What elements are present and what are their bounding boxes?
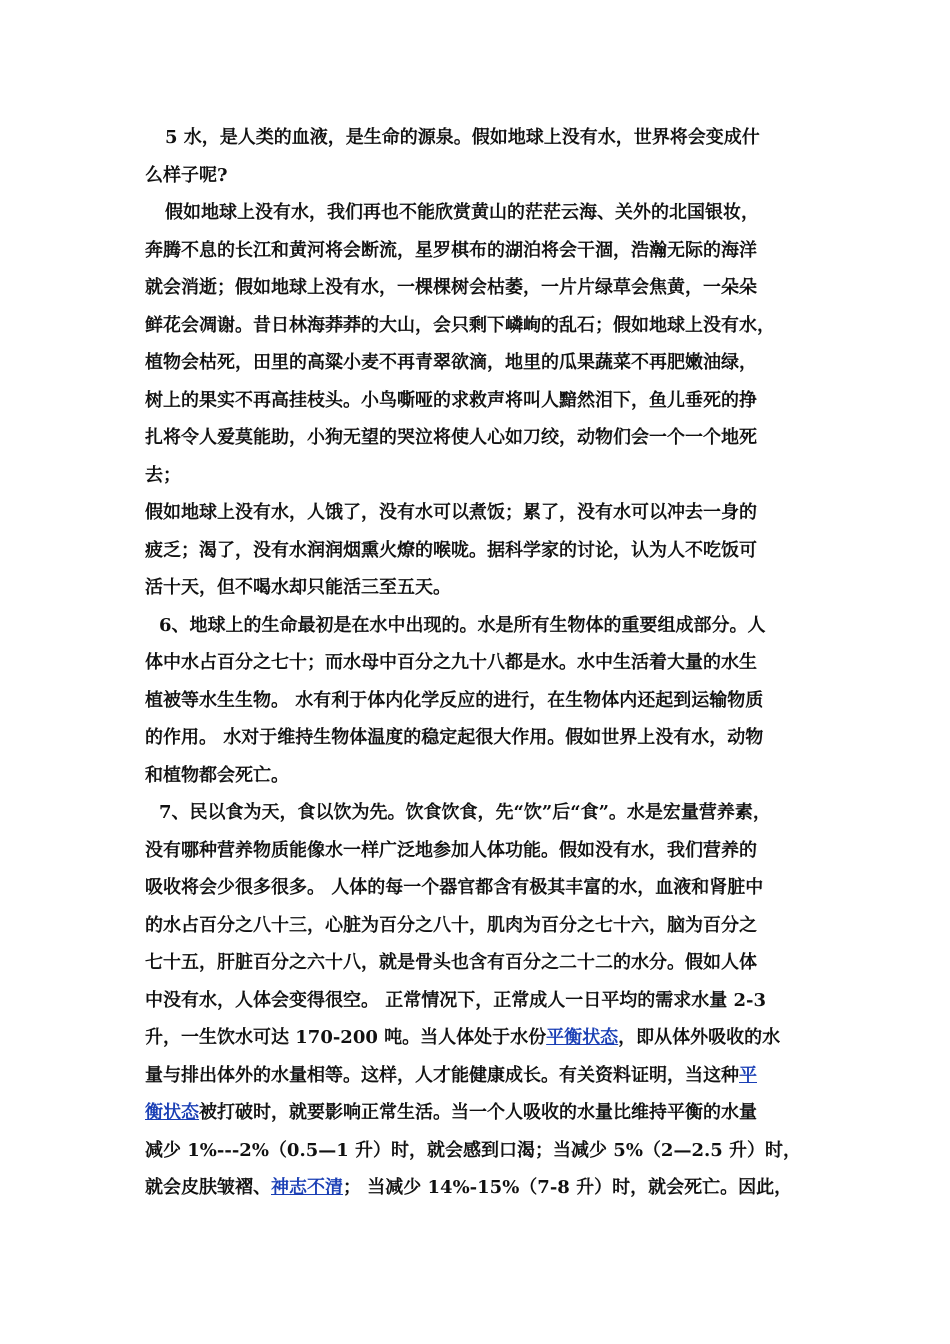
text-line	[145, 1169, 810, 1207]
text-line: 七十五，肝脏百分之六十八，就是骨头也含有百分之二十二的水分。假如人体	[145, 952, 757, 973]
text-line: 植物会枯死，田里的高粱小麦不再青翠欲滴，地里的瓜果蔬菜不再肥嫩油绿，	[145, 352, 757, 373]
text-line: 6、地球上的生命最初是在水中出现的。水是所有生物体的重要组成部分。人	[159, 614, 766, 636]
text-line: 没有哪种营养物质能像水一样广泛地参加人体功能。假如没有水，我们营养的	[145, 839, 757, 861]
text-line: 鲜花会凋谢。昔日林海莽莽的大山，会只剩下嶙峋的乱石；假如地球上没有水，	[145, 314, 775, 336]
document-page	[145, 119, 810, 1207]
text-line: 减少 1%---2%（0.5—1 升）时，就会感到口渴；当减少 5%（2—2.5 升）时，	[145, 1139, 802, 1161]
text-segment: 量与排出体外的水量相等。这样，人才能健康成长。有关资料证明，当这种	[145, 1064, 739, 1086]
paragraph-imagine	[145, 194, 810, 494]
text-segment: ，即从体外吸收的水	[618, 1027, 781, 1048]
text-line: 的水占百分之八十三，心脏为百分之八十，肌肉为百分之七十六，脑为百分之	[145, 914, 757, 936]
text-line: 就会消逝；假如地球上没有水，一棵棵树会枯萎，一片片绿草会焦黄，一朵朵	[145, 277, 757, 298]
text-line: 扎将令人爱莫能助，小狗无望的哭泣将使人心如刀绞，动物们会一个一个地死	[145, 427, 757, 448]
text-line: 植被等水生生物。 水有利于体内化学反应的进行，在生物体内还起到运输物质	[145, 689, 764, 711]
text-line	[145, 1057, 810, 1095]
text-line: 假如地球上没有水，我们再也不能欣赏黄山的茫茫云海、关外的北国银妆，	[165, 202, 759, 223]
text-segment: 被打破时，就要影响正常生活。当一个人吸收的水量比维持平衡的水量	[199, 1102, 757, 1123]
text-line: 疲乏；渴了，没有水润润烟熏火燎的喉咙。据科学家的讨论，认为人不吃饭可	[145, 539, 757, 561]
text-line: 和植物都会死亡。	[145, 764, 289, 786]
text-line: 活十天，但不喝水却只能活三至五天。	[145, 577, 451, 598]
text-line	[145, 1094, 810, 1132]
text-line: 假如地球上没有水，人饿了，没有水可以煮饭；累了，没有水可以冲去一身的	[145, 502, 757, 523]
text-line: 的作用。 水对于维持生物体温度的稳定起很大作用。假如世界上没有水，动物	[145, 727, 764, 748]
text-line: 去；	[145, 464, 181, 486]
paragraph-hungry	[145, 494, 810, 607]
text-line	[145, 1019, 810, 1057]
text-segment: 就会皮肤皱褶、	[145, 1177, 271, 1198]
text-line: 树上的果实不再高挂枝头。小鸟嘶哑的求救声将叫人黯然泪下，鱼儿垂死的挣	[145, 389, 757, 411]
paragraph-6	[145, 607, 810, 795]
text-line: 吸收将会少很多很多。 人体的每一个器官都含有极其丰富的水，血液和肾脏中	[145, 877, 764, 898]
text-line: 么样子呢?	[145, 164, 228, 186]
paragraph-7	[145, 794, 810, 1207]
text-line: 奔腾不息的长江和黄河将会断流，星罗棋布的湖泊将会干涸，浩瀚无际的海洋	[145, 239, 757, 261]
text-segment: 升，一生饮水可达 170-200 吨。当人体处于水份	[145, 1027, 547, 1048]
text-line: 5 水，是人类的血液，是生命的源泉。假如地球上没有水，世界将会变成什	[165, 127, 760, 148]
text-segment: ； 当减少 14%-15%（7-8 升）时，就会死亡。因此，	[343, 1177, 793, 1198]
text-line: 7、民以食为天，食以饮为先。饮食饮食，先“饮”后“食”。水是宏量营养素，	[159, 802, 771, 823]
text-line: 中没有水，人体会变得很空。 正常情况下，正常成人一日平均的需求水量 2-3	[145, 989, 767, 1011]
balance-state-link-part1[interactable]: 平	[739, 1064, 757, 1086]
paragraph-5	[145, 119, 810, 194]
balance-state-link[interactable]: 平衡状态	[546, 1027, 619, 1048]
text-line: 体中水占百分之七十；而水母中百分之九十八都是水。水中生活着大量的水生	[145, 652, 757, 673]
confusion-link[interactable]: 神志不清	[271, 1177, 343, 1198]
balance-state-link-part2[interactable]: 衡状态	[145, 1102, 199, 1123]
